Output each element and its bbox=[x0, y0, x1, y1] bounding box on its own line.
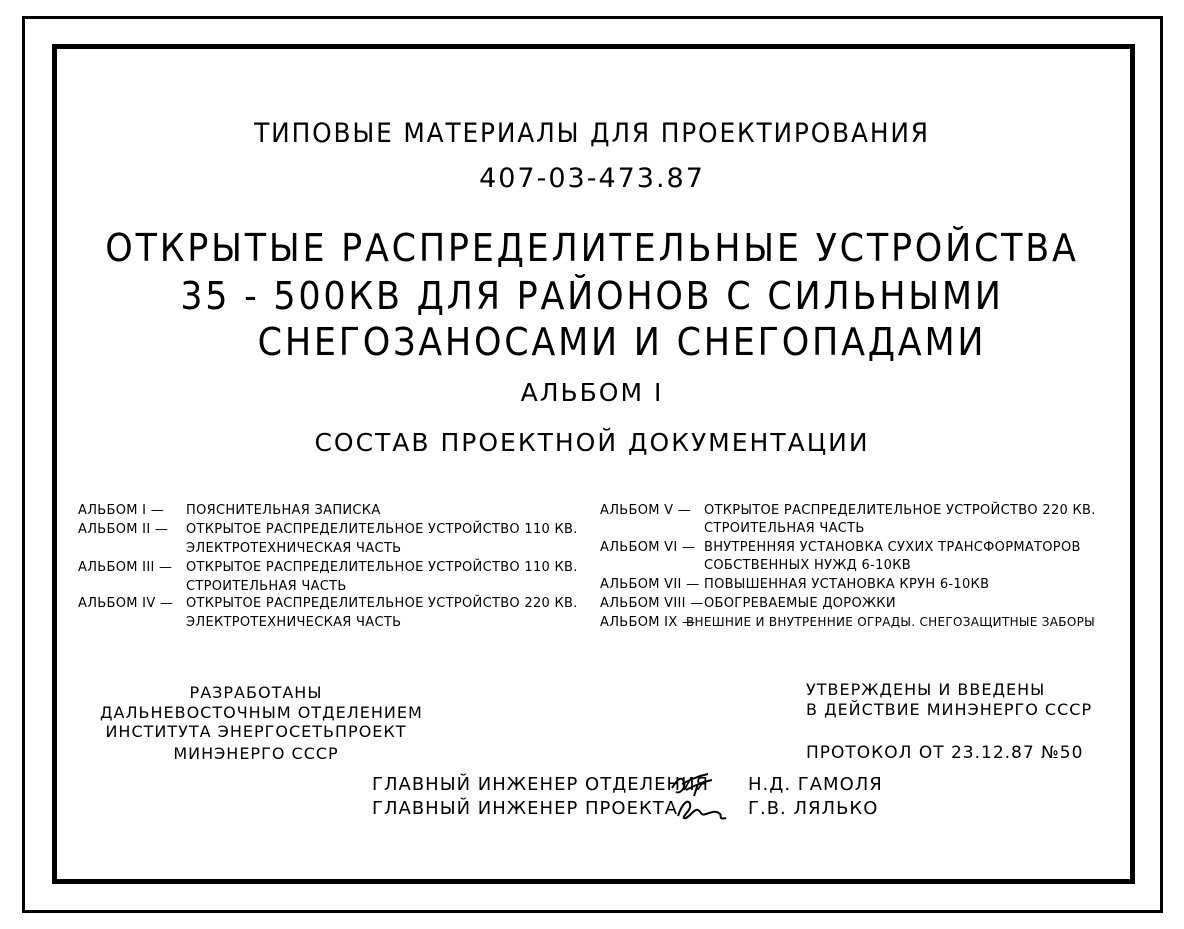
album-5-label: АЛЬБОМ V — bbox=[600, 503, 692, 518]
album-4-label: АЛЬБОМ IV — bbox=[78, 596, 174, 611]
album-8-label: АЛЬБОМ VIII — bbox=[600, 596, 704, 611]
album-7-line-1: ПОВЫШЕННАЯ УСТАНОВКА КРУН 6-10КВ bbox=[704, 577, 990, 592]
signature-1-name: Н.Д. ГАМОЛЯ bbox=[748, 774, 883, 795]
album-3-line-1: ОТКРЫТОЕ РАСПРЕДЕЛИТЕЛЬНОЕ УСТРОЙСТВО 110 КВ. bbox=[186, 560, 578, 575]
approved-line-2: В ДЕЙСТВИЕ МИНЭНЕРГО СССР bbox=[806, 700, 1093, 719]
album-1-label: АЛЬБОМ I — bbox=[78, 503, 165, 518]
approved-line-1: УТВЕРЖДЕНЫ И ВВЕДЕНЫ bbox=[806, 680, 1046, 699]
title-line-1: ОТКРЫТЫЕ РАСПРЕДЕЛИТЕЛЬНЫЕ УСТРОЙСТВА bbox=[105, 226, 1079, 270]
album-6-line-1: ВНУТРЕННЯЯ УСТАНОВКА СУХИХ ТРАНСФОРМАТОРОВ bbox=[704, 540, 1081, 555]
title-line-2: 35 - 500КВ ДЛЯ РАЙОНОВ С СИЛЬНЫМИ bbox=[180, 274, 1004, 318]
album-3-line-2: СТРОИТЕЛЬНАЯ ЧАСТЬ bbox=[186, 579, 347, 594]
signature-2-mark bbox=[672, 794, 732, 824]
album-3-label: АЛЬБОМ III — bbox=[78, 560, 173, 575]
developed-line-2: ДАЛЬНЕВОСТОЧНЫМ ОТДЕЛЕНИЕМ bbox=[100, 703, 423, 722]
title-line-3: СНЕГОЗАНОСАМИ И СНЕГОПАДАМИ bbox=[257, 320, 987, 364]
album-9-label: АЛЬБОМ IX — bbox=[600, 615, 696, 630]
album-6-line-2: СОБСТВЕННЫХ НУЖД 6-10КВ bbox=[704, 558, 911, 573]
document-code: 407-03-473.87 bbox=[479, 163, 705, 194]
developed-line-3: ИНСТИТУТА ЭНЕРГОСЕТЬПРОЕКТ bbox=[105, 722, 407, 741]
album-8-line-1: ОБОГРЕВАЕМЫЕ ДОРОЖКИ bbox=[704, 596, 896, 611]
album-7-label: АЛЬБОМ VII — bbox=[600, 577, 700, 592]
album-2-label: АЛЬБОМ II — bbox=[78, 522, 169, 537]
album-2-line-1: ОТКРЫТОЕ РАСПРЕДЕЛИТЕЛЬНОЕ УСТРОЙСТВО 110 КВ. bbox=[186, 522, 578, 537]
album-number: АЛЬБОМ I bbox=[520, 378, 664, 407]
album-4-line-2: ЭЛЕКТРОТЕХНИЧЕСКАЯ ЧАСТЬ bbox=[186, 615, 402, 630]
signature-1-role: ГЛАВНЫЙ ИНЖЕНЕР ОТДЕЛЕНИЯ bbox=[372, 774, 710, 795]
album-5-line-1: ОТКРЫТОЕ РАСПРЕДЕЛИТЕЛЬНОЕ УСТРОЙСТВО 220 КВ. bbox=[704, 503, 1096, 518]
signature-2-name: Г.В. ЛЯЛЬКО bbox=[748, 798, 879, 819]
album-5-line-2: СТРОИТЕЛЬНАЯ ЧАСТЬ bbox=[704, 521, 865, 536]
developed-line-4: МИНЭНЕРГО СССР bbox=[173, 744, 339, 763]
album-1-line-1: ПОЯСНИТЕЛЬНАЯ ЗАПИСКА bbox=[186, 503, 381, 518]
album-6-label: АЛЬБОМ VI — bbox=[600, 540, 696, 555]
album-4-line-1: ОТКРЫТОЕ РАСПРЕДЕЛИТЕЛЬНОЕ УСТРОЙСТВО 220 КВ. bbox=[186, 596, 578, 611]
composition-heading: СОСТАВ ПРОЕКТНОЙ ДОКУМЕНТАЦИИ bbox=[314, 428, 870, 457]
signature-2-role: ГЛАВНЫЙ ИНЖЕНЕР ПРОЕКТА bbox=[372, 798, 679, 819]
album-9-line-1: ВНЕШНИЕ И ВНУТРЕННИЕ ОГРАДЫ. СНЕГОЗАЩИТНЫЕ ЗАБОРЫ bbox=[686, 615, 1095, 629]
subtitle: ТИПОВЫЕ МАТЕРИАЛЫ ДЛЯ ПРОЕКТИРОВАНИЯ bbox=[254, 118, 930, 149]
developed-line-1: РАЗРАБОТАНЫ bbox=[189, 683, 323, 702]
approval-protocol: ПРОТОКОЛ ОТ 23.12.87 №50 bbox=[806, 743, 1084, 763]
album-2-line-2: ЭЛЕКТРОТЕХНИЧЕСКАЯ ЧАСТЬ bbox=[186, 541, 402, 556]
